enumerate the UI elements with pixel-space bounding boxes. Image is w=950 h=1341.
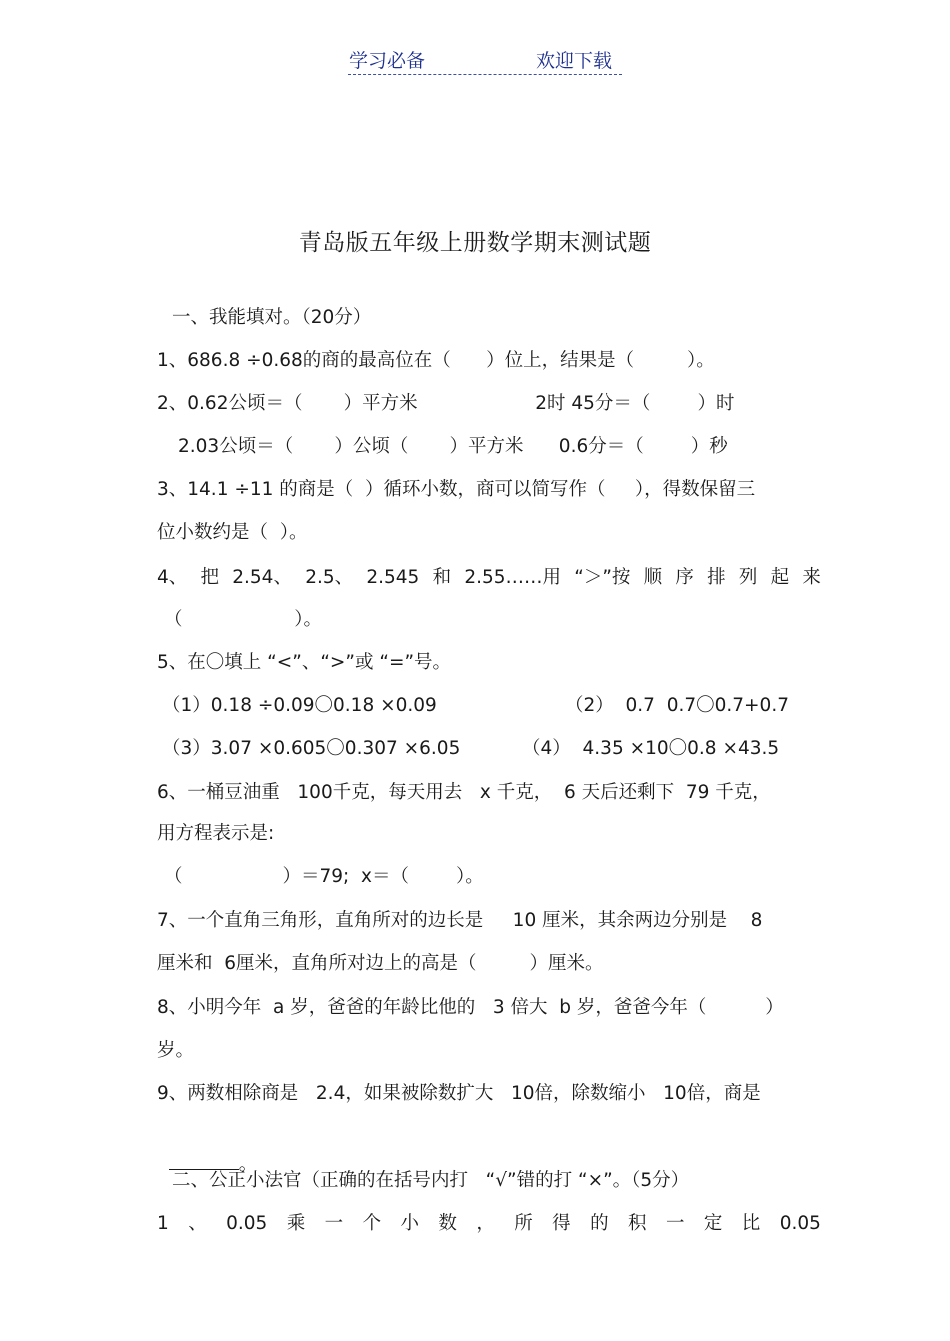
s2q1-token: 的 <box>590 1213 609 1234</box>
question-2-line-2: 2.03公顷＝（ ）公顷（ ）平方米 0.6分＝（ ）秒 <box>178 436 728 457</box>
page-title: 青岛版五年级上册数学期末测试题 <box>298 230 652 256</box>
question-8-line-2: 岁。 <box>157 1040 195 1061</box>
section2-question-1 <box>157 1211 821 1237</box>
q4-token: 起 <box>770 567 790 588</box>
question-9-line-1: 9、两数相除商是 2.4，如果被除数扩大 10倍，除数缩小 10倍，商是 <box>157 1083 761 1104</box>
question-5-item-1: （1）0.18 ÷0.09〇0.18 ×0.09 <box>162 695 437 716</box>
question-2-line-1: 2、0.62公顷＝（ ）平方米 2时 45分＝（ ）时 <box>157 393 735 414</box>
s2q1-token: 、 <box>188 1213 207 1234</box>
question-5-item-4: （4） 4.35 ×10〇0.8 ×43.5 <box>522 738 780 759</box>
question-1: 1、686.8 ÷0.68的商的最高位在（ ）位上，结果是（ ）。 <box>157 350 715 371</box>
s2q1-token: 0.05 <box>226 1213 268 1234</box>
section1-heading: 一、我能填对。（20分） <box>172 307 372 328</box>
s2q1-token: 比 <box>741 1213 761 1234</box>
q4-token: 2.545 <box>366 567 420 588</box>
question-3-line-1: 3、14.1 ÷11 的商是（ ）循环小数，商可以简写作（ ），得数保留三 <box>157 479 756 500</box>
s2q1-token: 定 <box>703 1213 723 1234</box>
question-5-item-3: （3）3.07 ×0.605〇0.307 ×6.05 <box>162 738 461 759</box>
question-6-line-2: 用方程表示是: <box>157 823 275 844</box>
q4-token: 4、 <box>157 567 188 588</box>
question-6-line-1: 6、一桶豆油重 100千克，每天用去 x 千克， 6 天后还剩下 79 千克， <box>157 782 771 803</box>
q4-token: 列 <box>738 567 758 588</box>
question-5: 5、在〇填上 “<”、“>”或 “=”号。 <box>157 652 452 673</box>
s2q1-token: 1 <box>157 1213 169 1234</box>
question-7-line-1: 7、一个直角三角形，直角所对的边长是 10 厘米，其余两边分别是 8 <box>157 910 763 931</box>
q4-token: 2.55……用 <box>464 567 562 588</box>
question-4-line-2: （ ）。 <box>164 609 322 630</box>
header-left-text: 学习必备 <box>349 50 426 72</box>
header-right-text: 欢迎下载 <box>536 50 613 72</box>
s2q1-token: 一 <box>665 1213 685 1234</box>
s2q1-token: 0.05 <box>779 1213 821 1234</box>
s2q1-token: 得 <box>552 1213 571 1234</box>
q4-token: “＞”按 <box>574 567 631 588</box>
section2-heading: 二、公正小法官（正确的在括号内打 “√”错的打 “×”。（5分） <box>172 1170 690 1191</box>
s2q1-token: 所 <box>514 1213 533 1234</box>
s2q1-token: 积 <box>628 1213 647 1234</box>
q4-token: 2.5、 <box>305 567 354 588</box>
q4-token: 序 <box>675 567 694 588</box>
q9-suffix: 。 <box>238 1154 258 1175</box>
q4-token: 把 <box>200 567 220 588</box>
question-3-line-2: 位小数约是（ ）。 <box>157 522 308 543</box>
s2q1-token: 小 <box>400 1213 419 1234</box>
question-5-item-2: （2） 0.7 0.7〇0.7+0.7 <box>565 695 789 716</box>
page-header <box>348 46 622 75</box>
s2q1-token: 个 <box>362 1213 382 1234</box>
q4-token: 2.54、 <box>232 567 292 588</box>
s2q1-token: 数 <box>438 1213 457 1234</box>
q4-token: 顺 <box>643 567 663 588</box>
question-6-line-3: （ ）＝79; x＝（ ）。 <box>164 866 484 887</box>
question-7-line-2: 厘米和 6厘米，直角所对边上的高是（ ）厘米。 <box>157 953 604 974</box>
s2q1-token: ， <box>476 1213 495 1234</box>
s2q1-token: 乘 <box>286 1213 306 1234</box>
q4-token: 排 <box>707 567 726 588</box>
q4-token: 来 <box>802 567 821 588</box>
question-4-line-1 <box>157 565 821 591</box>
s2q1-token: 一 <box>324 1213 344 1234</box>
question-8-line-1: 8、小明今年 a 岁，爸爸的年龄比他的 3 倍大 b 岁，爸爸今年（ ） <box>157 997 784 1018</box>
q4-token: 和 <box>432 567 452 588</box>
